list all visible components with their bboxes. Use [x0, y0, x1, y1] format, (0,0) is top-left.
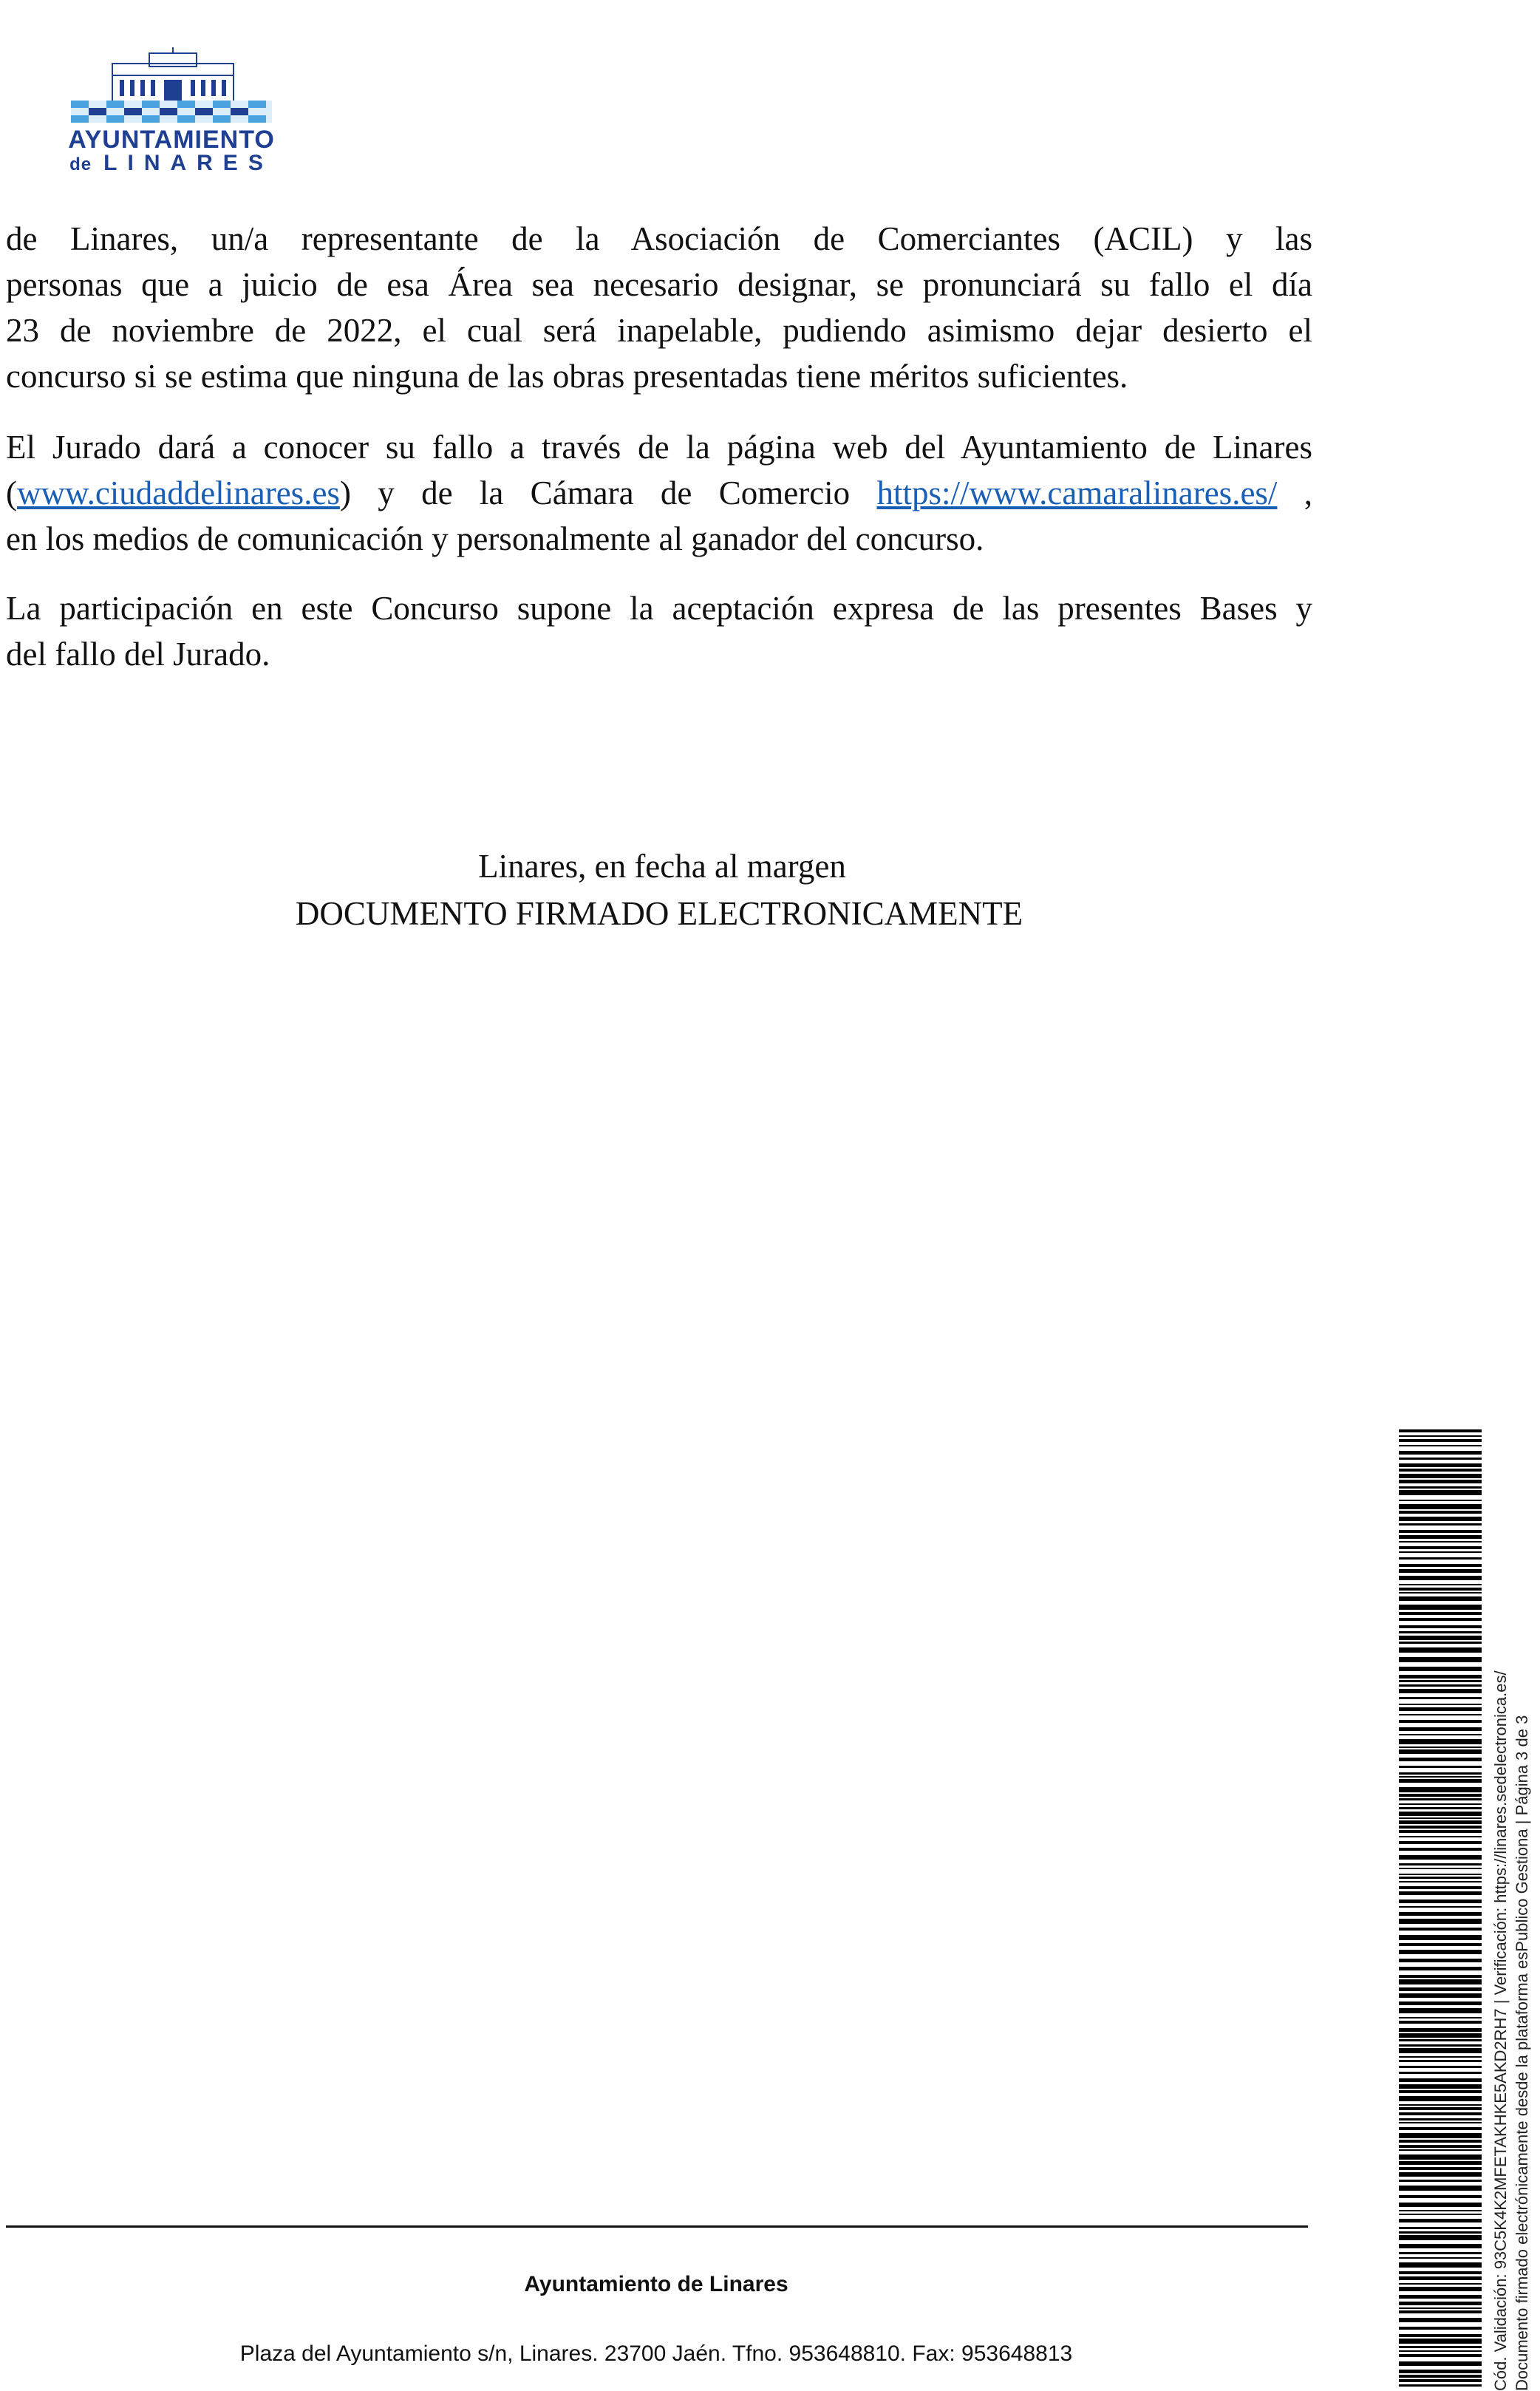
barcode-bar: [1399, 1636, 1482, 1640]
barcode-bar: [1399, 2307, 1482, 2309]
barcode-bar: [1399, 1928, 1482, 1931]
footer-organization: Ayuntamiento de Linares: [524, 2272, 788, 2296]
barcode-bar: [1399, 1841, 1482, 1844]
barcode-bar: [1399, 1776, 1482, 1778]
barcode-bar: [1399, 1592, 1482, 1594]
barcode-bar: [1399, 1749, 1482, 1754]
barcode-bar: [1399, 2214, 1482, 2215]
barcode-bar: [1399, 2001, 1482, 2005]
text-line: La participación en este Concurso supone la aceptación expresa de las presentes Bases y: [6, 590, 1312, 627]
verification-code: Cód. Validación: 93C5K4K2MFETAKHKE5AKD2RH7 | Verificación: https://linares.sedelectronica.es/: [1491, 1670, 1510, 2391]
barcode-bar: [1399, 1596, 1482, 1601]
barcode-bar: [1399, 2044, 1482, 2047]
logo-title: AYUNTAMIENTO: [68, 126, 275, 154]
barcode-bar: [1399, 2140, 1482, 2143]
barcode-bar: [1399, 2283, 1482, 2285]
barcode-bar: [1399, 2028, 1482, 2032]
barcode-bar: [1399, 2186, 1482, 2191]
barcode-bar: [1399, 2271, 1482, 2274]
barcode-bar: [1399, 1631, 1482, 1633]
barcode-bar: [1399, 2203, 1482, 2207]
barcode-bar: [1399, 2039, 1482, 2041]
barcode-bar: [1399, 1435, 1482, 1437]
barcode-bar: [1399, 2244, 1482, 2248]
barcode-bar: [1399, 1490, 1482, 1495]
barcode-bar: [1399, 1680, 1482, 1682]
barcode-bar: [1399, 1458, 1482, 1460]
barcode-bar: [1399, 1727, 1482, 1731]
barcode-bar: [1399, 1919, 1482, 1924]
barcode-bar: [1399, 2107, 1482, 2110]
barcode-bar: [1399, 1906, 1482, 1908]
barcode-bar: [1399, 2370, 1482, 2373]
barcode-bar: [1399, 1959, 1482, 1962]
barcode-bar: [1399, 1486, 1482, 1489]
paragraph-acceptance: [6, 585, 1312, 677]
ciudaddelinares-link[interactable]: www.ciudaddelinares.es: [17, 475, 340, 511]
barcode-bar: [1399, 1480, 1482, 1483]
barcode-bar: [1399, 2339, 1482, 2344]
barcode-bar: [1399, 1576, 1482, 1580]
closing-block: [6, 843, 1312, 937]
barcode-bar: [1399, 2235, 1482, 2240]
ayuntamiento-logo: [68, 46, 275, 176]
barcode-bar: [1399, 1675, 1482, 1679]
barcode-bar: [1399, 1943, 1482, 1946]
barcode-bar: [1399, 2112, 1482, 2115]
barcode-bar: [1399, 2021, 1482, 2024]
barcode-bar: [1399, 1625, 1482, 1628]
barcode-bar: [1399, 2118, 1482, 2120]
barcode-bar: [1399, 1863, 1482, 1865]
barcode-bar: [1399, 1794, 1482, 1797]
open-paren: (: [6, 475, 17, 511]
barcode-bar: [1399, 2033, 1482, 2038]
barcode-bar: [1399, 2180, 1482, 2182]
barcode-bar: [1399, 1899, 1482, 1903]
barcode-bar: [1399, 1684, 1482, 1687]
barcode-bar: [1399, 1766, 1482, 1768]
barcode-bar: [1399, 1647, 1482, 1653]
barcode-bar: [1399, 1530, 1482, 1533]
barcode-bar: [1399, 2310, 1482, 2313]
barcode-bar: [1399, 1836, 1482, 1837]
barcode-bar: [1399, 2104, 1482, 2106]
barcode-bar: [1399, 1979, 1482, 1984]
text-line: El Jurado dará a conocer su fallo a través de la página web del Ayuntamiento de Linares: [6, 429, 1312, 466]
barcode-bar: [1399, 2154, 1482, 2160]
barcode-bar: [1399, 2008, 1482, 2013]
barcode-bar: [1399, 1500, 1482, 1501]
barcode-bar: [1399, 1612, 1482, 1615]
barcode-bar: [1399, 2167, 1482, 2170]
barcode-bar: [1399, 1817, 1482, 1819]
barcode-bar: [1399, 2195, 1482, 2198]
barcode-bar: [1399, 1720, 1482, 1723]
barcode-bar: [1399, 1523, 1482, 1526]
barcode-bar: [1399, 1551, 1482, 1553]
barcode-bar: [1399, 1935, 1482, 1940]
barcode-bar: [1399, 2361, 1482, 2366]
text-line: personas que a juicio de esa Área sea necesario designar, se pronunciará su fallo el día: [6, 266, 1312, 303]
barcode-bar: [1399, 2210, 1482, 2211]
barcode-icon: [1399, 1429, 1482, 2390]
barcode-bar: [1399, 2252, 1482, 2254]
barcode-bar: [1399, 2066, 1482, 2068]
barcode-bar: [1399, 1826, 1482, 1829]
barcode-bar: [1399, 1807, 1482, 1809]
text-line: en los medios de comunicación y personalmente al ganador del concurso.: [6, 520, 984, 557]
text-line: del fallo del Jurado.: [6, 636, 270, 673]
barcode-bar: [1399, 1546, 1482, 1549]
barcode-bar: [1399, 1504, 1482, 1509]
barcode-bar: [1399, 1967, 1482, 1970]
barcode-bar: [1399, 2231, 1482, 2234]
text-line: 23 de noviembre de 2022, el cual será inapelable, pudiendo asimismo dejar desierto el: [6, 312, 1312, 349]
barcode-bar: [1399, 1557, 1482, 1560]
signature-note: DOCUMENTO FIRMADO ELECTRONICAMENTE: [295, 895, 1023, 932]
barcode-bar: [1399, 1881, 1482, 1882]
barcode-bar: [1399, 1429, 1482, 1432]
barcode-bar: [1399, 1535, 1482, 1539]
barcode-bar: [1399, 2257, 1482, 2259]
barcode-bar: [1399, 2078, 1482, 2082]
barcode-bar: [1399, 1886, 1482, 1889]
barcode-bar: [1399, 1868, 1482, 1869]
barcode-bar: [1399, 1734, 1482, 1735]
barcode-bar: [1399, 2172, 1482, 2177]
barcode-bar: [1399, 2149, 1482, 2151]
barcode-bar: [1399, 1689, 1482, 1693]
barcode-bar: [1399, 2295, 1482, 2299]
text-line-with-links: [6, 470, 1312, 516]
barcode-bar: [1399, 1451, 1482, 1455]
barcode-bar: [1399, 2048, 1482, 2053]
barcode-bar: [1399, 1605, 1482, 1610]
barcode-bar: [1399, 2334, 1482, 2337]
footer-address: Plaza del Ayuntamiento s/n, Linares. 23700 Jaén. Tfno. 953648810. Fax: 953648813: [239, 2341, 1073, 2366]
barcode-bar: [1399, 1517, 1482, 1521]
town-hall-emblem-icon: [68, 46, 275, 126]
barcode-bar: [1399, 1787, 1482, 1792]
barcode-bar: [1399, 1588, 1482, 1591]
logo-subtitle: [68, 151, 275, 176]
barcode-bar: [1399, 1779, 1482, 1783]
barcode-bar: [1399, 1511, 1482, 1514]
barcode-bar: [1399, 2060, 1482, 2062]
barcode-bar: [1399, 2084, 1482, 2089]
verification-platform: Documento firmado electrónicamente desde la plataforma esPublico Gestiona | Página 3 de 3: [1513, 1715, 1531, 2391]
barcode-bar: [1399, 2056, 1482, 2058]
barcode-bar: [1399, 2133, 1482, 2138]
text-line: concurso si se estima que ninguna de las obras presentadas tiene méritos suficientes.: [6, 358, 1128, 395]
barcode-bar: [1399, 1975, 1482, 1978]
barcode-bar: [1399, 2122, 1482, 2123]
barcode-bar: [1399, 1987, 1482, 1991]
barcode-bar: [1399, 1714, 1482, 1715]
barcode-bar: [1399, 2072, 1482, 2074]
verification-text: [1490, 1578, 1539, 2391]
barcode-bar: [1399, 2302, 1482, 2305]
barcode-bar: [1399, 2145, 1482, 2148]
barcode-bar: [1399, 1739, 1482, 1744]
barcode-bar: [1399, 2379, 1482, 2382]
barcode-bar: [1399, 1584, 1482, 1585]
barcode-bar: [1399, 1993, 1482, 1998]
barcode-bar: [1399, 1877, 1482, 1879]
barcode-bar: [1399, 1798, 1482, 1800]
barcode-bar: [1399, 2262, 1482, 2268]
barcode-bar: [1399, 2327, 1482, 2330]
barcode-bar: [1399, 1912, 1482, 1916]
trailing-comma: ,: [1277, 475, 1313, 511]
barcode-bar: [1399, 2096, 1482, 2101]
barcode-bar: [1399, 2346, 1482, 2348]
barcode-bar: [1399, 2350, 1482, 2352]
barcode-bar: [1399, 1747, 1482, 1748]
barcode-bar: [1399, 2375, 1482, 2378]
barcode-bar: [1399, 1657, 1482, 1662]
logo-de: de: [69, 154, 92, 174]
barcode-bar: [1399, 1848, 1482, 1851]
paragraph-jury-decision: [6, 216, 1312, 399]
barcode-bar: [1399, 1697, 1482, 1699]
barcode-bar: [1399, 1445, 1482, 1446]
barcode-bar: [1399, 2219, 1482, 2222]
barcode-bar: [1399, 1564, 1482, 1567]
logo-linares: LINARES: [103, 151, 273, 175]
barcode-bar: [1399, 1439, 1482, 1442]
barcode-bar: [1399, 1950, 1482, 1954]
barcode-bar: [1399, 1642, 1482, 1644]
barcode-bar: [1399, 1874, 1482, 1875]
barcode-bar: [1399, 1541, 1482, 1543]
mid-text: ) y de la Cámara de Comercio: [339, 475, 877, 511]
barcode-bar: [1399, 1772, 1482, 1775]
barcode-bar: [1399, 1667, 1482, 1671]
barcode-bar: [1399, 1812, 1482, 1816]
barcode-bar: [1399, 1569, 1482, 1573]
barcode-bar: [1399, 1618, 1482, 1621]
barcode-bar: [1399, 1855, 1482, 1860]
paragraph-announcement: [6, 424, 1312, 562]
barcode-bar: [1399, 1891, 1482, 1895]
barcode-bar: [1399, 2287, 1482, 2291]
barcode-bar: [1399, 1474, 1482, 1478]
barcode-bar: [1399, 2161, 1482, 2165]
barcode-bar: [1399, 1707, 1482, 1711]
barcode-bar: [1399, 1830, 1482, 1833]
place-date: Linares, en fecha al margen: [478, 848, 846, 885]
barcode-bar: [1399, 2127, 1482, 2130]
barcode-bar: [1399, 1704, 1482, 1705]
barcode-bar: [1399, 2354, 1482, 2357]
barcode-bar: [1399, 2318, 1482, 2322]
text-line: de Linares, un/a representante de la Asociación de Comerciantes (ACIL) y las: [6, 220, 1312, 257]
barcode-bar: [1399, 2227, 1482, 2229]
barcode-bar: [1399, 1463, 1482, 1467]
barcode-bar: [1399, 1758, 1482, 1761]
footer-divider: [6, 2225, 1308, 2228]
barcode-bar: [1399, 1469, 1482, 1472]
camaralinares-link[interactable]: https://www.camaralinares.es/: [876, 475, 1278, 511]
barcode-bar: [1399, 1820, 1482, 1824]
barcode-bar: [1399, 1803, 1482, 1805]
barcode-bar: [1399, 2090, 1482, 2093]
barcode-bar: [1399, 2384, 1482, 2387]
barcode-bar: [1399, 2276, 1482, 2280]
barcode-bar: [1399, 2017, 1482, 2018]
